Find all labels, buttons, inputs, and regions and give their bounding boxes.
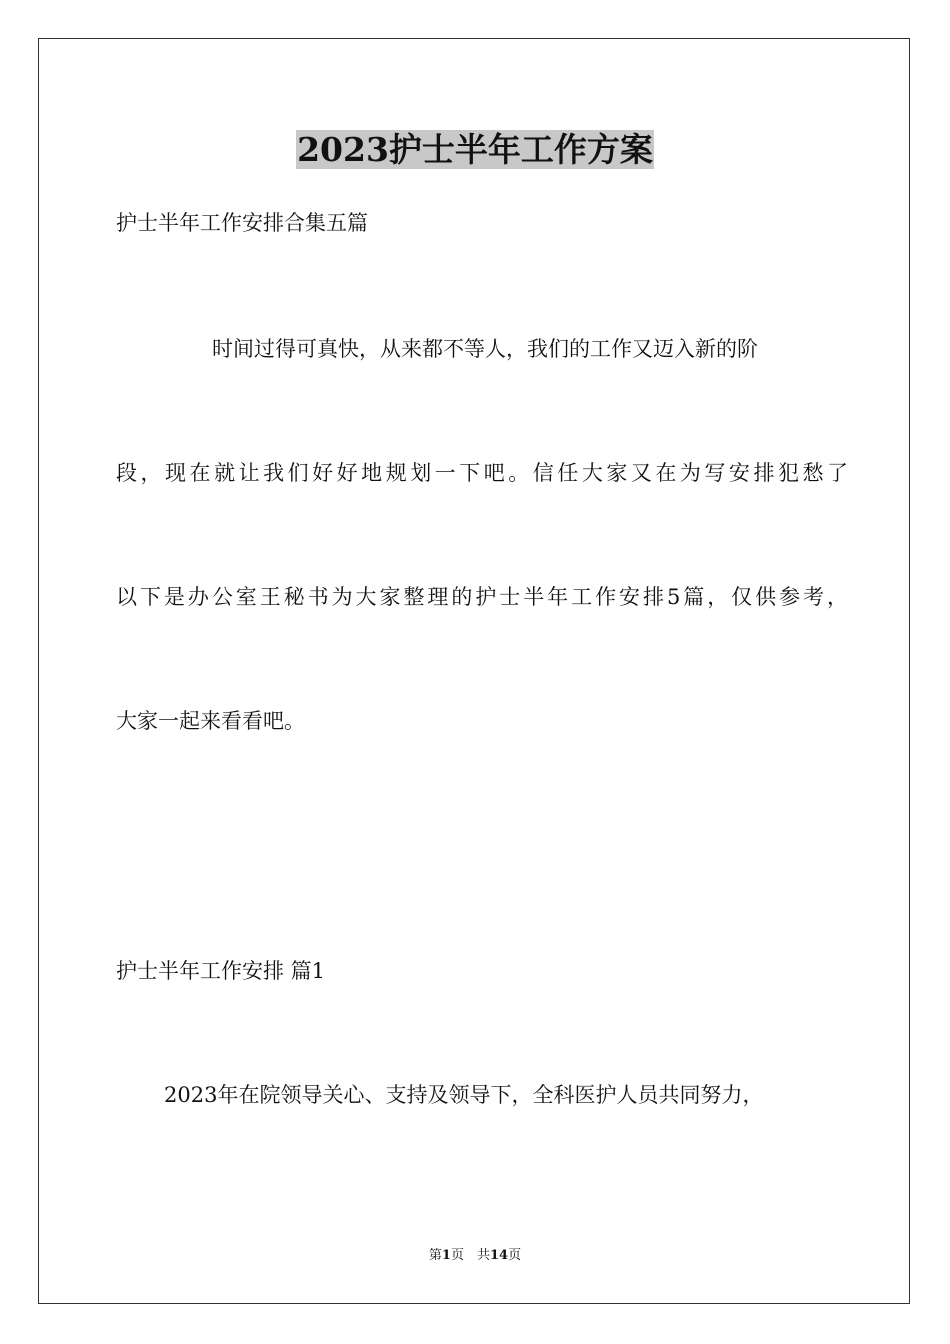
footer-page-number: 1	[441, 1248, 451, 1263]
footer-page-prefix: 第	[428, 1248, 442, 1263]
section-paragraph-line-1: 2023年在院领导关心、支持及领导下，全科医护人员共同努力，	[164, 1083, 764, 1107]
footer-page-mid: 页 共	[450, 1248, 490, 1263]
intro-line-1: 时间过得可真快，从来都不等人，我们的工作又迈入新的阶	[212, 337, 758, 361]
intro-line-2: 段，现在就让我们好好地规划一下吧。信任大家又在为写安排犯愁了	[116, 461, 848, 485]
footer-total-pages: 14	[489, 1248, 509, 1263]
intro-line-4: 大家一起来看看吧。	[116, 709, 305, 733]
section-heading: 护士半年工作安排 篇1	[116, 959, 326, 983]
document-title-text: 2023护士半年工作方案	[297, 130, 653, 169]
document-title	[0, 128, 950, 172]
page-footer	[0, 1247, 950, 1265]
intro-line-3: 以下是办公室王秘书为大家整理的护士半年工作安排5篇，仅供参考，	[116, 585, 848, 609]
footer-page-suffix: 页	[508, 1248, 522, 1263]
document-subtitle: 护士半年工作安排合集五篇	[116, 211, 368, 235]
